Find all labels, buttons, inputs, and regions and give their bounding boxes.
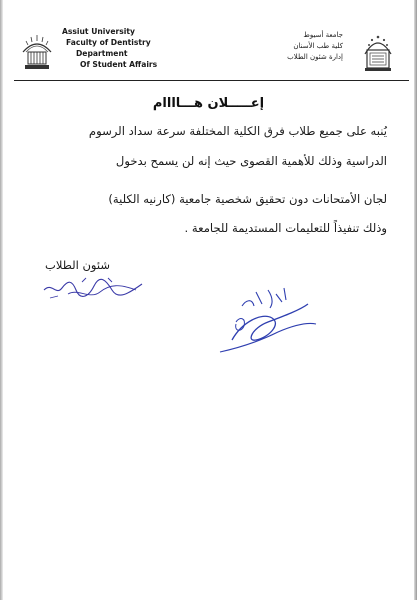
- signature-title: شئون الطلاب: [45, 258, 110, 272]
- header-divider: [14, 80, 409, 81]
- department-name: Of Student Affairs: [80, 60, 158, 69]
- university-name: Assiut University: [62, 27, 135, 36]
- faculty-logo-icon: [361, 30, 395, 72]
- university-logo-icon: [20, 30, 54, 72]
- university-name-ar: جامعة أسيوط: [303, 31, 343, 39]
- handwritten-signature-large: [212, 282, 322, 360]
- handwritten-signature-small: [38, 270, 148, 304]
- faculty-name-ar: كلية طب الأسنان: [293, 42, 343, 50]
- english-letterhead: [62, 26, 172, 70]
- body-line-1: يُنبه على جميع طلاب فرق الكلية المختلفة سرعة سداد الرسوم: [88, 124, 387, 138]
- body-line-3: لجان الأمتحانات دون تحقيق شخصية جامعية (كارنيه الكلية): [108, 192, 387, 206]
- body-line-2: الدراسية وذلك للأهمية القصوى حيث إنه لن يسمح بدخول: [115, 154, 387, 168]
- announcement-title: إعـــــلان هـــاااام: [152, 96, 265, 111]
- scan-edge-left: [0, 0, 3, 600]
- department-name-ar: إدارة شئون الطلاب: [287, 53, 343, 61]
- body-line-4: وذلك تنفيذاً للتعليمات المستديمة للجامعة .: [184, 221, 387, 235]
- department-label: Department: [76, 49, 128, 58]
- arabic-letterhead: [233, 30, 343, 63]
- faculty-name: Faculty of Dentistry: [66, 38, 151, 47]
